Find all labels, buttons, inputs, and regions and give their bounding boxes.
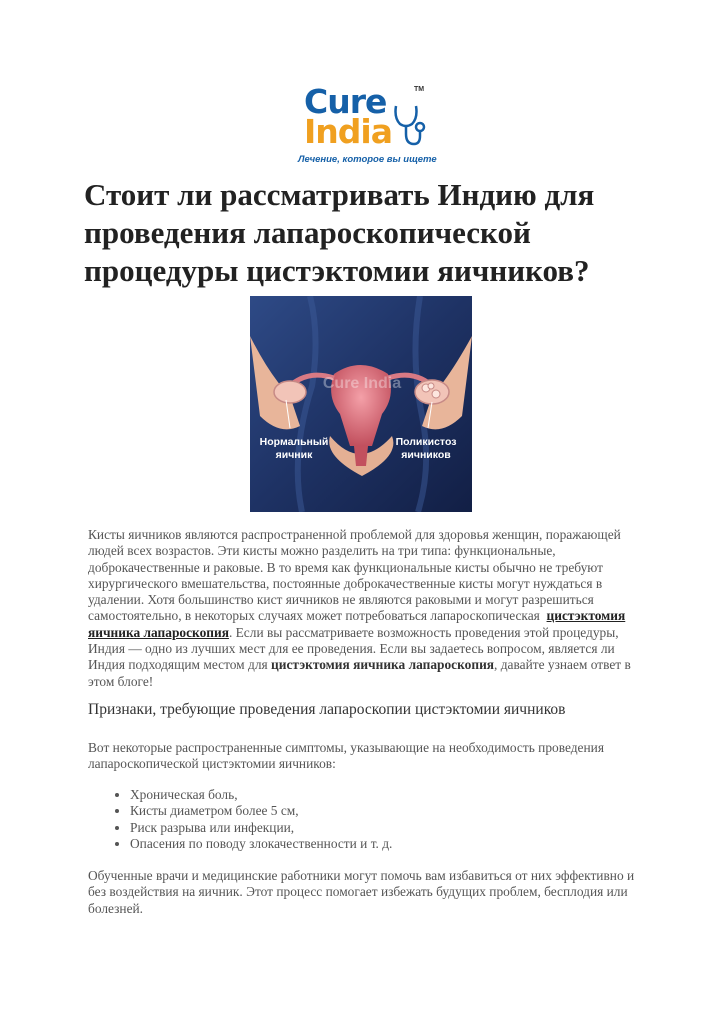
cystectomy-link[interactable]: цистэктомия яичника лапароскопия bbox=[88, 608, 626, 640]
list-item: • Кисты диаметром более 5 см, bbox=[130, 803, 670, 819]
symptoms-intro: Вот некоторые распространенные симптомы, указывающие на необходимость проведения лапароскопической цистэктомии яичников: bbox=[88, 740, 604, 772]
logo-trademark: TM bbox=[414, 86, 425, 93]
cure-india-logo bbox=[296, 82, 437, 168]
logo-tagline: Лечение, которое вы ищете bbox=[298, 154, 437, 165]
label-polycystic-ovaries: Поликистоз яичников bbox=[395, 436, 457, 461]
list-item: • Хроническая боль, bbox=[130, 787, 670, 803]
symptoms-list bbox=[88, 787, 670, 852]
stethoscope-icon bbox=[392, 104, 426, 150]
intro-text-1: Кисты яичников являются распространенной проблемой для здоровья женщин, поражающей людей всех возрастов. Эти кисты можно разделить на три типа: функциональные, доброкачественные и раковые. В то время как функциональные кисты обычно не требуют хирургического вмешательства, постоянные доброкачественные кисты могут нуждаться в удалении. Хотя большинство кист яичников не являются раковыми и могут разрешиться самостоятельно, в некоторых случаях может потребоваться лапароскопическая bbox=[88, 527, 621, 624]
hero-watermark: Cure India bbox=[322, 375, 402, 392]
logo-india-text: India bbox=[304, 112, 392, 151]
section-heading: Признаки, требующие проведения лапароскопии цистэктомии яичников bbox=[88, 701, 566, 718]
list-item: • Риск разрыва или инфекции, bbox=[130, 820, 670, 836]
closing-paragraph: Обученные врачи и медицинские работники могут помочь вам избавиться от них эффективно и без воздействия на яичник. Этот процесс помогает избежать будущих проблем, бесплодия или болезней. bbox=[88, 868, 635, 916]
list-item: • Опасения по поводу злокачественности и т. д. bbox=[130, 836, 670, 852]
intro-text-3: , давайте узнаем ответ в этом блоге! bbox=[88, 657, 631, 689]
uterus-illustration bbox=[250, 296, 472, 512]
intro-text-2: . Если вы рассматриваете возможность проведения этой процедуры, Индия — одно из лучших мест для ее проведения. Если вы задаетесь вопросом, является ли Индия подходящим местом для bbox=[88, 624, 619, 673]
page-title: Стоит ли рассматривать Индию для проведения лапароскопической процедуры цистэктомии яичников? bbox=[84, 177, 595, 288]
intro-bold-term: цистэктомия яичника лапароскопия bbox=[271, 657, 495, 673]
logo-cure-text: Cure bbox=[304, 82, 387, 121]
label-normal-ovary: Нормальный яичник bbox=[259, 436, 329, 461]
intro-paragraph bbox=[88, 527, 636, 690]
hero-image bbox=[250, 296, 472, 512]
